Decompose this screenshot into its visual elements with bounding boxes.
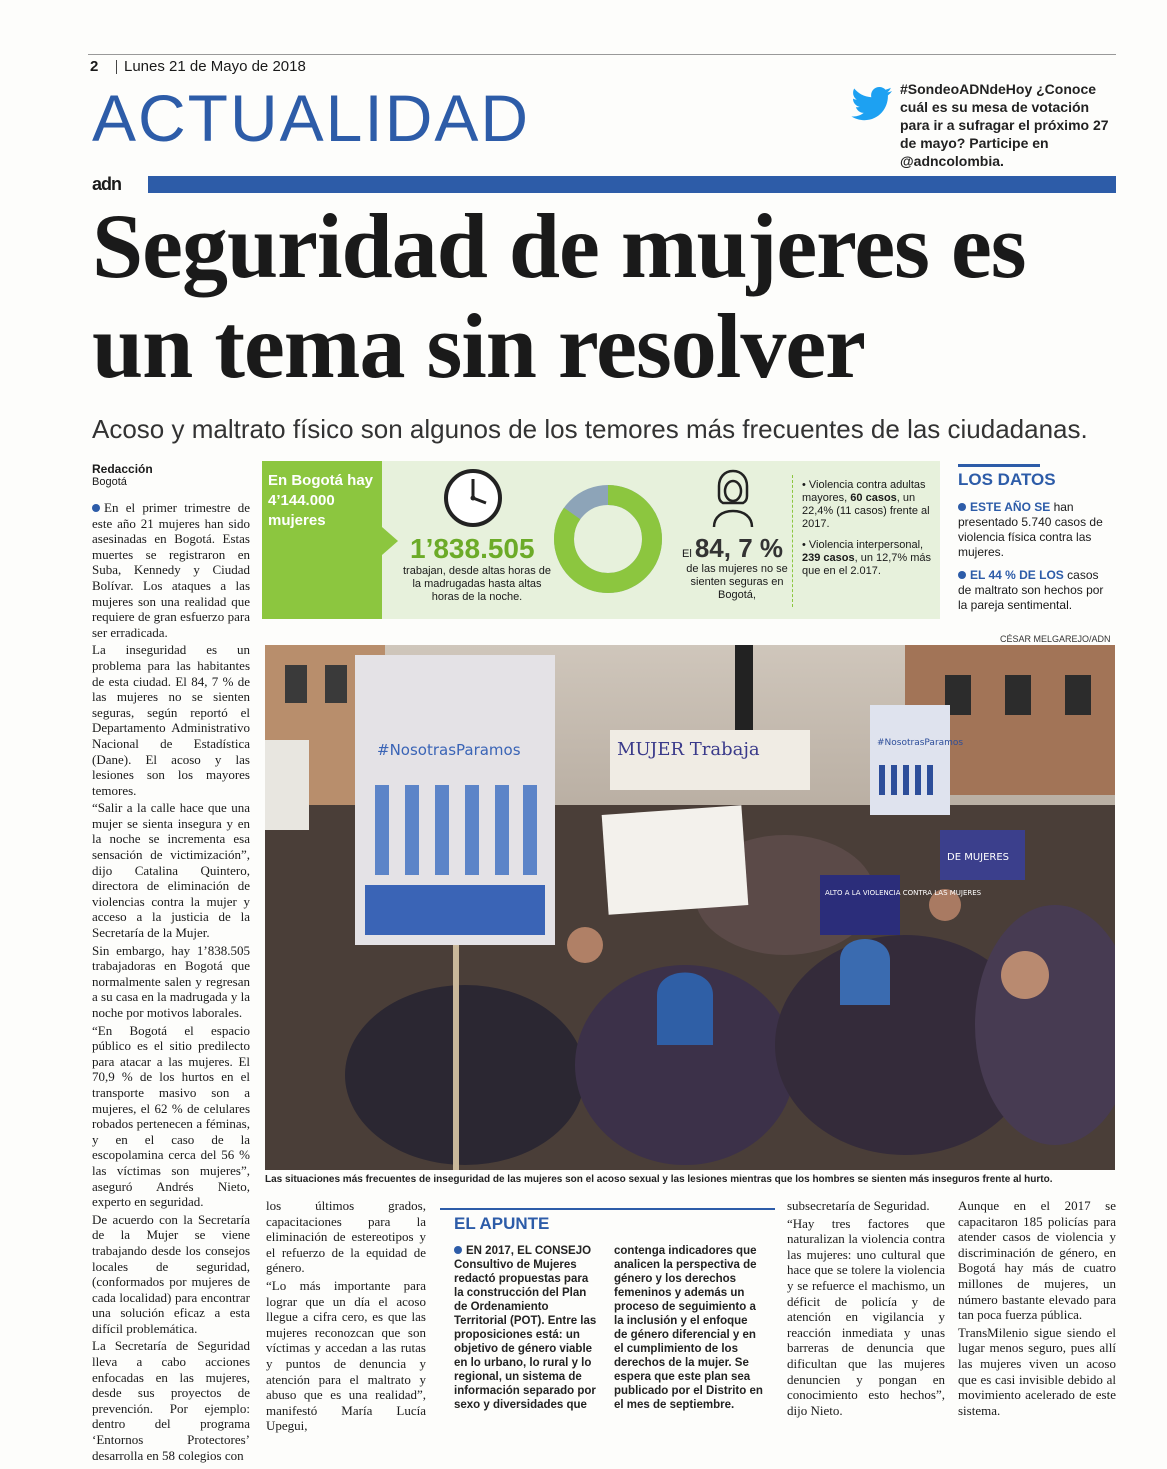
datos-item: EL 44 % DE LOS casos de maltrato son hechos por la pareja sentimental. [958, 568, 1104, 612]
donut-chart [552, 483, 664, 595]
fact-item: • Violencia contra adultas mayores, 60 casos, un 22,4% (11 casos) frente al 2017. [802, 479, 930, 530]
infographic-facts [802, 479, 934, 586]
protest-photo [265, 645, 1115, 1170]
page-date: Lunes 21 de Mayo de 2018 [124, 58, 306, 75]
woman-icon [708, 467, 758, 529]
los-datos-rule [958, 464, 1040, 467]
page-separator [116, 60, 117, 74]
arrow-icon [382, 527, 398, 555]
paragraph: De acuerdo con la Secretaría de la Mujer se viene trabajando desde los consejos locales de seguridad, (conformados por mujeres de cada localidad) para encontrar una solución eficaz a esta difícil problemática. [92, 1211, 250, 1336]
poll-prompt [900, 80, 1120, 170]
paragraph: Sin embargo, hay 1’838.505 trabajadoras en Bogotá que normalmente salen y regresan a su casa en la madrugada y la noche por motivos laborales. [92, 942, 250, 1020]
paragraph: “En Bogotá el espacio público es el sitio predilecto para atacar a las mujeres. El 70,9 % de los hurtos en el transporte masivo son a mujeres, el 62 % de celulares robados pertenecen a féminas, y en el caso de la escopolamina cerca del 56 % las víctimas son mujeres”, aseguró Andrés Nieto, experto en seguridad. [92, 1022, 250, 1210]
percent-value: 84, 7 % [694, 533, 784, 563]
los-datos-title: LOS DATOS [958, 470, 1056, 489]
article-column-1 [92, 500, 250, 1465]
byline [92, 462, 153, 488]
photo-caption: Las situaciones más frecuentes de inseguridad de las mujeres son el acoso sexual y las lesiones mientras que los hombres se sienten más inseguros frente al hurto. [265, 1174, 1053, 1185]
bullet-dot-icon [92, 504, 100, 512]
sign-main-text: #NosotrasParamos [377, 741, 521, 759]
poll-text: ¿Conoce cuál es su mesa de votación para ir a sufragar el próximo 27 de mayo? Participe en @adncolombia. [900, 81, 1109, 169]
paragraph: En el primer trimestre de este año 21 mujeres han sido asesinadas en Bogotá. Estas muertes se registraron en Suba, Kennedy y Ciudad Bolívar. Los ataques a las mujeres son una realidad que requiere de gran esfuerzo para ser erradicada. [92, 500, 250, 640]
apunte-title: EL APUNTE [454, 1214, 550, 1233]
workers-text: trabajan, desde altas horas de la madrugadas hasta altas horas de la noche. [403, 565, 551, 603]
byline-city: Bogotá [92, 476, 127, 488]
sign-right-text: #NosotrasParamos [877, 738, 964, 748]
article-column-6 [958, 1198, 1116, 1420]
paragraph: La inseguridad es un problema para las habitantes de esta ciudad. El 84, 7 % de las mujeres no se sienten seguras, según reportó el Departamento Administrativo Nacional de Estadística (Dane). El acoso y las lesiones son los mayores temores. [92, 642, 250, 798]
infographic-headline-panel [262, 461, 382, 619]
paragraph: los últimos grados, capacitaciones para la eliminación de estereotipos y el refuerzo de la equidad de género. [266, 1198, 426, 1276]
article-headline: Seguridad de mujeres es un tema sin resolver [92, 195, 1026, 397]
page-number: 2 [90, 58, 99, 75]
sign-banner-text: MUJER Trabaja [617, 739, 760, 760]
infographic-headline: En Bogotá hay 4’144.000 mujeres [268, 472, 374, 529]
apunte-rule [440, 1208, 775, 1210]
adn-logo: adn [92, 174, 122, 194]
paragraph: “Salir a la calle hace que una mujer se sienta insegura y en la noche se incrementa esa sensación de victimización”, dijo Catalina Quintero, directora de eliminación de violencias contra la mujer y acceso a la justicia de la Secretaría de la Mujer. [92, 800, 250, 941]
article-column-2 [266, 1198, 426, 1436]
section-title: ACTUALIDAD [92, 81, 531, 155]
apunte-column-a: EN 2017, EL CONSEJO Consultivo de Mujeres redactó propuestas para la construcción del Plan de Ordenamiento Territorial (POT). Entre las proposiciones está: un objetivo de género viable en lo urbano, lo rural y lo regional, un sistema de información separado por sexo y diversidades que [454, 1245, 597, 1411]
datos-item: ESTE AÑO SE han presentado 5.740 casos de violencia física contra las mujeres. [958, 500, 1103, 559]
workers-number: 1’838.505 [410, 533, 535, 564]
paragraph: Aunque en el 2017 se capacitaron 185 policías para atender casos de violencia y discriminación de género, en Bogotá hay más de cuatro millones de mujeres, un número bastante elevado para tan poca fuerza pública. [958, 1198, 1116, 1323]
clock-icon [442, 467, 504, 529]
bullet-dot-icon [454, 1246, 462, 1254]
percent-prefix: El [682, 548, 692, 560]
paragraph: La Secretaría de Seguridad lleva a cabo acciones enfocadas en las mujeres, desde sus proyectos de prevención. Por ejemplo: dentro del programa ‘Entornos Protectores’ desarrolla en 58 colegios con [92, 1338, 250, 1463]
los-datos-box [958, 500, 1108, 621]
paragraph: subsecretaría de Seguridad. [787, 1198, 930, 1213]
dashed-divider [792, 475, 793, 607]
infographic [262, 461, 940, 619]
paragraph: “Hay tres factores que naturalizan la violencia contra las mujeres: uno cultural que hace que se tolere la violencia y se refuerce el machismo, un déficit de policía y de atención en vigilancia y reacción inmediata y unas barreras de denuncia que dificultan que las mujeres denuncien y pongan en conocimiento esto hechos”, dijo Nieto. [787, 1215, 945, 1418]
sign-small1-text: ALTO A LA VIOLENCIA CONTRA LAS MUJERES [825, 889, 982, 897]
article-column-5 [787, 1198, 945, 1420]
paragraph: “Lo más importante para lograr que un día el acoso llegue a cifra cero, es que las mujeres reconozcan que son víctimas y accedan a las rutas y puntos de denuncia y atención para el maltrato y abuso que es una realidad”, manifestó María Lucía Upegui, [266, 1277, 426, 1434]
photo-credit: CÉSAR MELGAREJO/ADN [1000, 634, 1111, 644]
fact-item: • Violencia interpersonal, 239 casos, un 12,7% más que en el 2.017. [802, 539, 932, 577]
brand-bar [148, 176, 1116, 193]
apunte-column-b: contenga indicadores que analicen la perspectiva de género y los derechos femeninos y además un proceso de seguimiento a la inclusión y el enfoque de género diferencial y en el cumplimiento de los derechos de la mujer. Se espera que este plan sea publicado por el Distrito en el mes de septiembre. [614, 1245, 763, 1411]
percent-text: de las mujeres no se sienten seguras en Bogotá, [686, 563, 788, 601]
bullet-dot-icon [958, 571, 966, 579]
percent-block [682, 533, 783, 564]
sign-small2-text: DE MUJERES [947, 852, 1010, 863]
poll-hashtag[interactable]: #SondeoADNdeHoy [900, 81, 1033, 97]
bullet-dot-icon [958, 503, 966, 511]
twitter-bird-icon [850, 86, 894, 124]
paragraph: TransMilenio sigue siendo el lugar menos seguro, pues allí las mujeres viven un acoso que es casi invisible debido al movimiento acelerado de este sistema. [958, 1324, 1116, 1418]
top-rule [88, 54, 1116, 55]
byline-author: Redacción [92, 462, 153, 476]
article-subhead: Acoso y maltrato físico son algunos de los temores más frecuentes de las ciudadanas. [92, 414, 1088, 444]
